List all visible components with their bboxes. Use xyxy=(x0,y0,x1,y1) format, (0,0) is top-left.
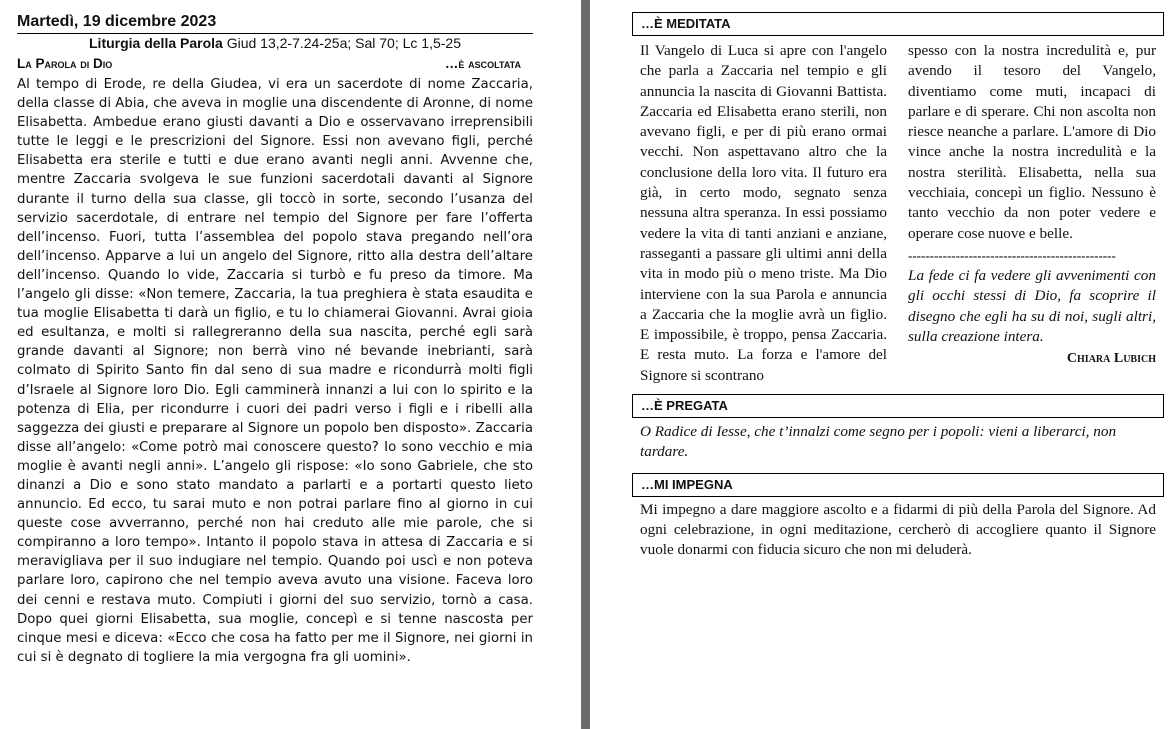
liturgy-line xyxy=(17,35,533,52)
pregata-header: …È PREGATA xyxy=(632,394,1164,418)
meditata-columns xyxy=(632,41,1164,386)
quote-author: Chiara Lubich xyxy=(1066,351,1156,367)
page-date: Martedì, 19 dicembre 2023 xyxy=(17,12,533,34)
left-page xyxy=(17,12,533,667)
section-title-parola: La Parola di Dio xyxy=(17,56,113,71)
quote-separator: ------------------------------------------------ xyxy=(908,247,1116,263)
impegna-header: …MI IMPEGNA xyxy=(632,473,1164,497)
meditata-header: …È MEDITATA xyxy=(632,12,1164,36)
meditata-column-2-text: spesso con la nostra incredulità e, pur avendo il tesoro del Vangelo, diventiamo come muti, incapaci di parlare e di sperare. Chi non ascolta non riesce neanche a parlare. L'amore di Dio vince anche la nostra incredulità e la nostra sterilità. Elisabetta, nella sua vecchiaia, concepì un figlio. Nessuno è tanto vecchio da non poter vedere e operare cose nuove e belle. xyxy=(908,42,1156,242)
section-header xyxy=(17,55,533,73)
quote-text: La fede ci fa vedere gli avvenimenti con gli occhi stessi di Dio, fa scoprire il disegno che egli ha su di noi, sugli altri, sulla creazione intera. xyxy=(908,266,1156,345)
liturgy-refs: Giud 13,2-7.24-25a; Sal 70; Lc 1,5-25 xyxy=(226,35,461,51)
page-divider xyxy=(581,0,590,729)
gospel-text: Al tempo di Erode, re della Giudea, vi era un sacerdote di nome Zaccaria, della classe di Abia, che aveva in moglie una discendente di Aronne, di nome Elisabetta. Ambedue erano giusti davanti a Dio e osservavano irreprensibili tutte le leggi e le prescrizioni del Signore. Essi non avevano figli, perché Elisabetta era sterile e tutti e due erano avanti negli anni. Avvenne che, mentre Zaccaria svolgeva le sue funzioni sacerdotali davanti al Signore durante il turno della sua classe, gli toccò in sorte, secondo l’usanza del servizio sacerdotale, di entrare nel tempio del Signore per fare l’offerta dell’incenso. Fuori, tutta l’assemblea del popolo stava pregando nell’ora dell’incenso. Apparve a lui un angelo del Signore, ritto alla destra dell’altare dell’incenso. Quando lo vide, Zaccaria si turbò e fu preso da timore. Ma l’angelo gli disse: «Non temere, Zaccaria, la tua preghiera è stata esaudita e tua moglie Elisabetta ti darà un figlio, e tu lo chiamerai Giovanni. Avrai gioia ed esultanza, e molti si rallegreranno della sua nascita, perché egli sarà grande davanti al Signore; non berrà vino né bevande inebrianti, sarà colmato di Spirito Santo fin dal seno di sua madre e ricondurrà molti figli d’Israele al Signore loro Dio. Egli camminerà innanzi a lui con lo spirito e la potenza di Elia, per ricondurre i cuori dei padri verso i figli e i ribelli alla saggezza dei giusti e preparare al Signore un popolo ben disposto». Zaccaria disse all’angelo: «Come potrò mai conoscere questo? Io sono vecchio e mia moglie è avanti negli anni». L’angelo gli rispose: «Io sono Gabriele, che sto dinanzi a Dio e sono stato mandato a parlarti e a portarti questo lieto annuncio. Ed ecco, tu sarai muto e non potrai parlare fino al giorno in cui queste cose avverranno, perché non hai creduto alle mie parole, che si compiranno a loro tempo». Intanto il popolo stava in attesa di Zaccaria e si meravigliava per il suo indugiare nel tempio. Quando poi uscì e non poteva parlare loro, capirono che nel tempio aveva avuto una visione. Faceva loro dei cenni e restava muto. Compiuti i giorni del suo servizio, tornò a casa. Dopo quei giorni Elisabetta, sua moglie, concepì e si tenne nascosta per cinque mesi e diceva: «Ecco che cosa ha fatto per me il Signore, nei giorni in cui si è degnato di togliere la mia vergogna fra gli uomini». xyxy=(17,77,533,665)
right-page xyxy=(632,12,1164,561)
section-title-ascoltata: …è ascoltata xyxy=(444,56,521,71)
commitment-text: Mi impegno a dare maggiore ascolto e a fidarmi di più della Parola del Signore. Ad ogni celebrazione, in ogni meditazione, cercherò di accogliere quanto il Signore vuole donarmi con fiducia sicuro che non mi deluderà. xyxy=(640,500,1156,559)
prayer-text: O Radice di Iesse, che t’innalzi come segno per i popoli: vieni a liberarci, non tardare. xyxy=(640,423,1117,461)
liturgy-label: Liturgia della Parola xyxy=(89,35,223,51)
meditata-column-2 xyxy=(908,41,1156,386)
meditata-column-1: Il Vangelo di Luca si apre con l'angelo che parla a Zaccaria nel tempio e gli annuncia la nascita di Giovanni Battista. Zaccaria ed Elisabetta erano sterili, non avevano figli, e per di più erano ormai vecchi. Non aspettavano altro che la conclusione della loro vita. Il futuro era già, in certo modo, segnato senza nessuna altra speranza. In essi possiamo vedere la vita di tanti anziani e anziane, rasseganti a passare gli ultimi anni della vita in modo più o meno triste. Ma Dio interviene con la sua Parola e annuncia a Zaccaria che la moglie avrà un figlio. E impossibile, è troppo, pensa Zaccaria. E resta muto. La forza e l'amore del Signore si scontrano xyxy=(640,42,887,384)
